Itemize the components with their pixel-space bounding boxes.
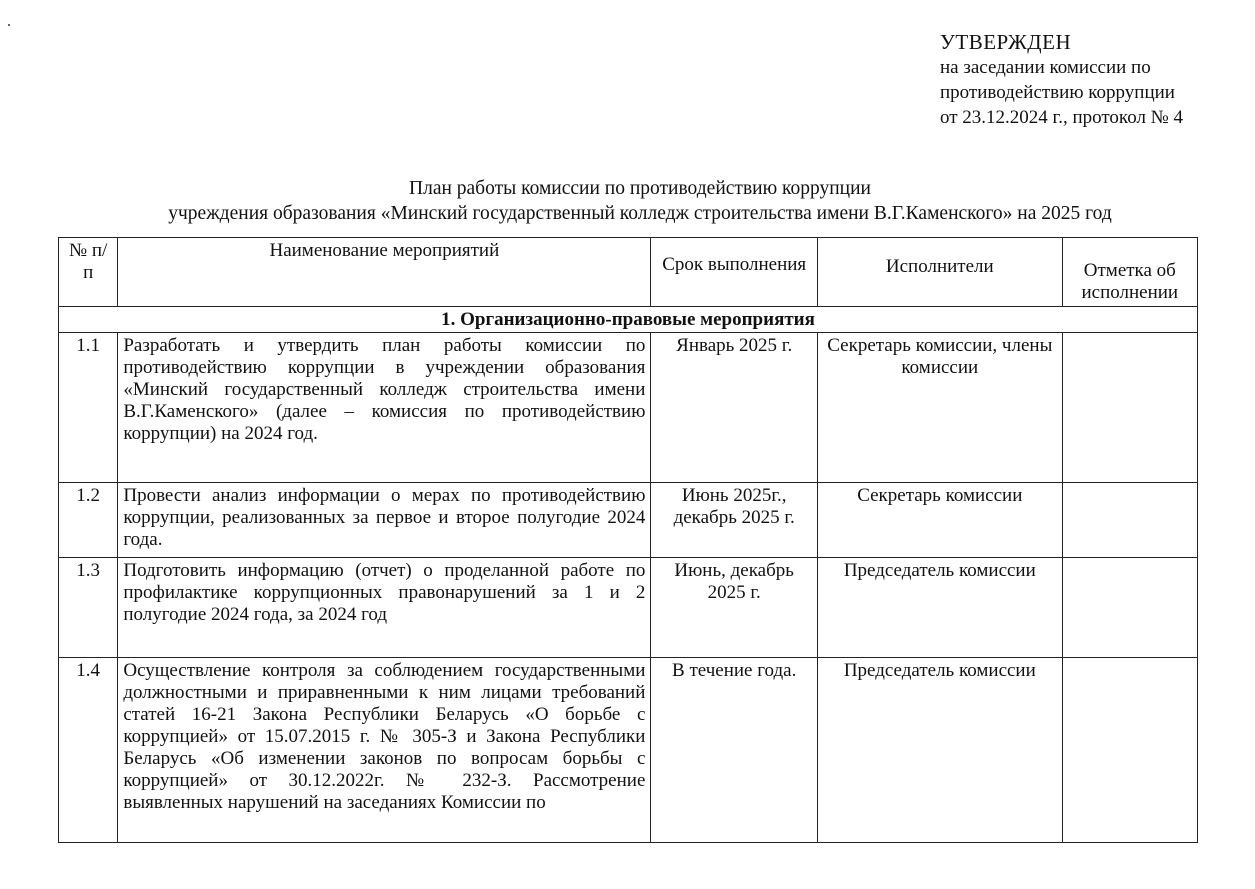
row-name: Осуществление контроля за соблюдением государственными должностными и приравненными к ним лицами требований статей 16-21 Закона Республики Беларусь «О борьбе с коррупцией» от 15.07.2015 г. № 305-З и Закона Республики Беларусь «Об изменении законов по вопросам борьбы с коррупцией» от 30.12.2022г. № 232-З. Рассмотрение выявленных нарушений на заседаниях Комиссии по bbox=[118, 658, 651, 843]
approval-stamp-block bbox=[940, 30, 1183, 130]
scan-speck bbox=[8, 24, 10, 26]
table-row bbox=[59, 658, 1198, 843]
row-deadline: Июнь, декабрь 2025 г. bbox=[651, 558, 818, 658]
row-executors: Секретарь комиссии, члены комиссии bbox=[817, 333, 1062, 483]
document-title-line-2: учреждения образования «Минский государственный колледж строительства имени В.Г.Каменского» на 2025 год bbox=[168, 203, 1112, 224]
header-mark: Отметка об исполнении bbox=[1062, 238, 1197, 307]
header-executors: Исполнители bbox=[817, 238, 1062, 307]
table-row bbox=[59, 483, 1198, 558]
row-mark bbox=[1062, 333, 1197, 483]
section-row bbox=[59, 307, 1198, 333]
row-executors: Председатель комиссии bbox=[817, 558, 1062, 658]
row-mark bbox=[1062, 558, 1197, 658]
row-deadline: Январь 2025 г. bbox=[651, 333, 818, 483]
row-number: 1.1 bbox=[59, 333, 118, 483]
header-number: № п/п bbox=[59, 238, 118, 307]
row-number: 1.4 bbox=[59, 658, 118, 843]
row-deadline: Июнь 2025г., декабрь 2025 г. bbox=[651, 483, 818, 558]
row-name: Разработать и утвердить план работы комиссии по противодействию коррупции в учреждении образования «Минский государственный колледж строительства имени В.Г.Каменского» (далее – комиссия по противодействию коррупции) на 2024 год. bbox=[118, 333, 651, 483]
table-header-row bbox=[59, 238, 1198, 307]
document-title-line-1: План работы комиссии по противодействию коррупции bbox=[409, 178, 871, 199]
row-number: 1.3 bbox=[59, 558, 118, 658]
approval-heading: УТВЕРЖДЕН bbox=[940, 30, 1072, 54]
row-mark bbox=[1062, 658, 1197, 843]
header-name: Наименование мероприятий bbox=[118, 238, 651, 307]
row-executors: Секретарь комиссии bbox=[817, 483, 1062, 558]
row-name: Провести анализ информации о мерах по противодействию коррупции, реализованных за первое и второе полугодие 2024 года. bbox=[118, 483, 651, 558]
section-title: 1. Организационно-правовые мероприятия bbox=[59, 307, 1198, 333]
row-name: Подготовить информацию (отчет) о проделанной работе по профилактике коррупционных правонарушений за 1 и 2 полугодие 2024 года, за 2024 год bbox=[118, 558, 651, 658]
approval-line-2: противодействию коррупции bbox=[940, 82, 1175, 103]
table-row bbox=[59, 558, 1198, 658]
row-deadline: В течение года. bbox=[651, 658, 818, 843]
approval-line-3: от 23.12.2024 г., протокол № 4 bbox=[940, 107, 1184, 128]
row-executors: Председатель комиссии bbox=[817, 658, 1062, 843]
work-plan-table bbox=[58, 237, 1198, 843]
table-row bbox=[59, 333, 1198, 483]
approval-line-1: на заседании комиссии по bbox=[940, 57, 1151, 78]
row-number: 1.2 bbox=[59, 483, 118, 558]
row-mark bbox=[1062, 483, 1197, 558]
header-deadline: Срок выполнения bbox=[651, 238, 818, 307]
